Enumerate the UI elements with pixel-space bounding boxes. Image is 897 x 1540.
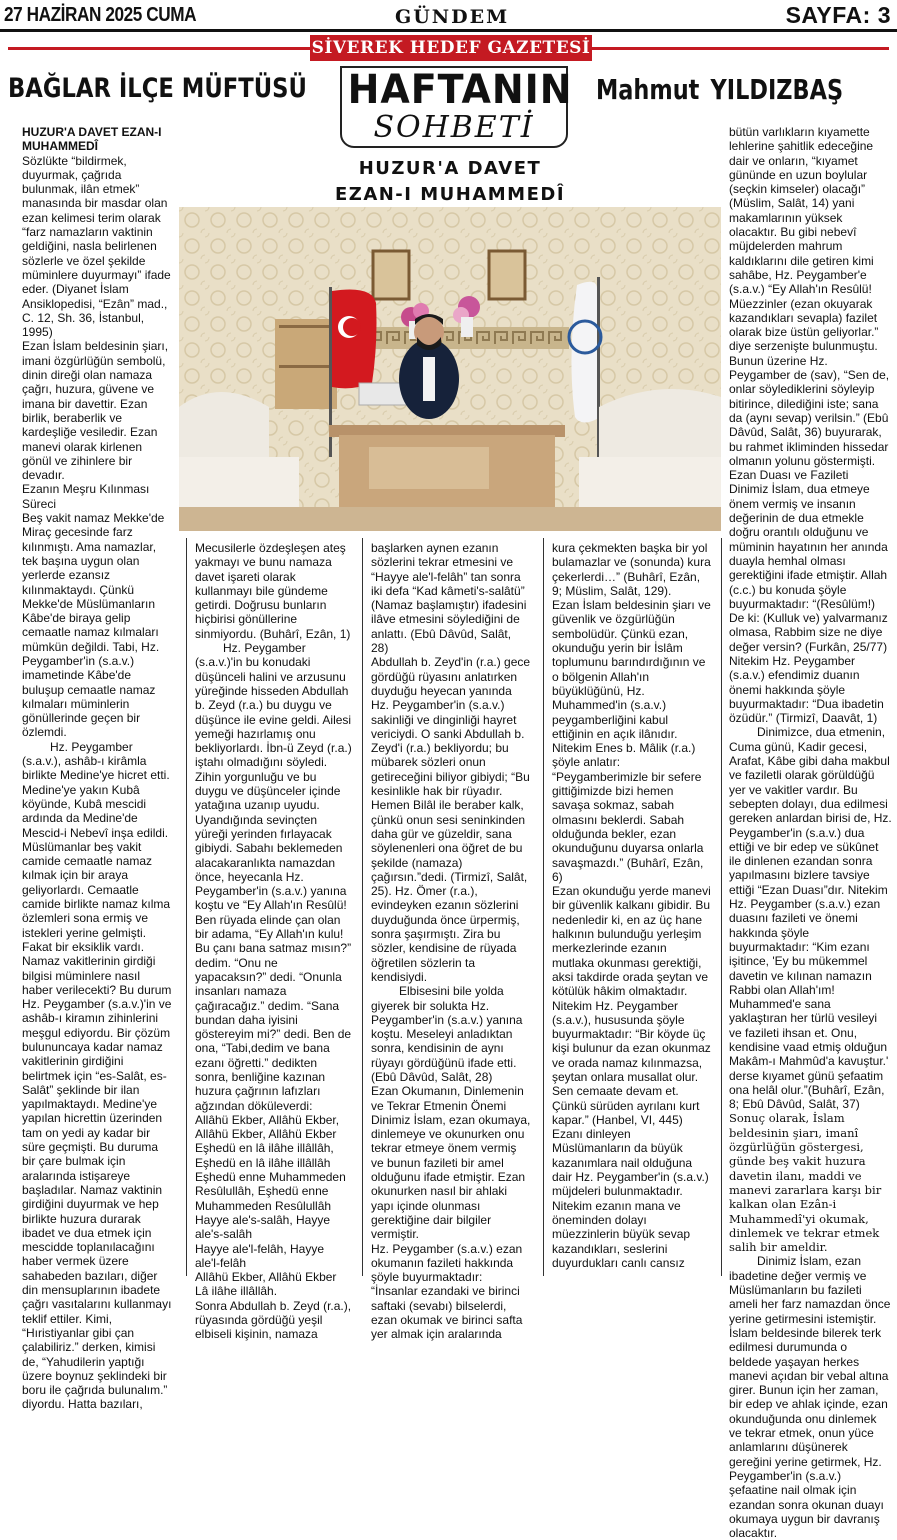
author-title: BAĞLAR İLÇE MÜFTÜSÜ [8,73,307,104]
article-paragraph: başlarken aynen ezanın sözlerini tekrar etmesini ve “Hayye ale'l-felâh” tan sonra iki defa “Kad kâmeti's-salâtü” (Namaz başlamıştır) ifadesini ilâve etmesini söylediğini de anlattı. (Ebû Dâvûd, Salât, 28) [371,541,527,656]
article-paragraph: Ezan okunduğu yerde manevi bir güvenlik kalkanı gibidir. Bu nedenledir ki, en az üç hane halkının bulunduğu yerleşim merkezlerinde ezanın mutlaka okunması gerektiği, aksi takdirde orada şeytan ve kötülük hâkim olmaktadır. Nitekim Hz. Peygamber (s.a.v.), hususunda şöyle buyurmaktadır: “Bir köyde üç kişi bulunur da ezan okunmaz ve orada namaz kılınmazsa, şeytan onlara musallat olur. Sen cemaate devam et. Çünkü sürüden ayrılanı kurt kapar.” (Hanbel, VI, 445) [552,884,711,1127]
article-paragraph: Ezan Duası ve Fazileti [729,468,849,483]
column-divider [721,538,722,1276]
article-paragraph: Ezan Okumanın, Dinlemenin ve Tekrar Etmenin Önemi [371,1084,524,1113]
author-last-name: YILDIZBAŞ [710,73,844,106]
article-paragraph: Hayye ale's-salâh, Hayye ale's-salâh [195,1212,331,1242]
logo-line-1: HAFTANIN [347,67,573,113]
column-logo [340,66,573,148]
text-column-1 [22,125,174,1412]
header-rule [0,29,897,32]
author-first-name: Mahmut [596,73,700,106]
column-divider [543,538,544,1276]
section-title: GÜNDEM [395,6,510,28]
article-paragraph: Dinimiz İslam, dua etmeye önem vermiş ve insanın değerinin de dua etmekle doğru orantılı olduğunu ve müminin hayatının her anında duayla hemhal olması gerektiğini ifade etmiştir. Allah (c.c.) bu konuda şöyle buyurmaktadır: “(Resûlüm!) De ki: (Kulluk ve) yalvarmanız olmasa, Rabbim size ne diye değer versin? (Furkân, 25/77) Nitekim Hz. Peygamber (s.a.v.) efendimiz duanın önemi hakkında şöyle buyurmaktadır: “Dua ibadetin özüdür.” (Tirmizî, Daavât, 1) [729,482,888,726]
author-name [596,73,843,106]
headline-line-1: HUZUR'A DAVET [358,158,542,179]
article-paragraph: HUZUR'A DAVET EZAN-I MUHAMMEDÎ [22,125,162,154]
column-divider [186,538,187,1276]
page-header [0,0,897,30]
text-column-5 [729,125,892,1540]
article-paragraph: Hz. Peygamber (s.a.v.), ashâb-ı kirâmla birlikte Medine'ye hicret etti. Medine'ye yakın Kubâ köyünde, Kubâ mescidi ardında da Medine'de Mescid-i Nebevî inşa edildi. Müslümanlar beş vakit camide cemaatle namaz kılmak için bir araya geliyorlardı. Cemaatle camide birlikte namaz kılma özlemleri sona ermiş ve istekleri yerine gelmişti. Fakat bir eksiklik vardı. Namaz vakitlerinin girdiği bilgisi müminlere nasıl haber verilecekti? Bu durum Hz. Peygamber (s.a.v.)'in ve ashâb-ı kiramın zihinlerini meşgul ediyordu. Bir çözüm bulununcaya kadar namaz vakitlerinin girdiğini belirtmek için “es-Salât, es-Salât” şeklinde bir ilan yapılmaktaydı. Medine'ye yapılan hicrettin üzerinden tam on yedi ay kadar bir süre geçmişti. Bu duruma bir çare bulmak için aralarında istişareye başladılar. Namaz vaktinin girdiğini duyurmak ve hep birlikte huzura durarak ibadet ve dua etmek için mescidde toplanılacağını haber vermek üzere sahabeden bazıları, diğer din mensuplarının ibadete çağrı vasıtalarını kullanmayı teklif ettiler. Kimi, “Hıristiyanlar gibi çan çalabiliriz.” derken, kimisi de, “Yahudilerin yaptığı üzere boynuz şeklindeki bir boru ile çağrıda bulunalım.” diyordu. Hatta bazıları, [22,739,172,1412]
text-column-2 [195,541,352,1342]
text-column-4 [552,541,712,1277]
issue-date: 27 HAZİRAN 2025 CUMA [4,4,197,26]
article-paragraph: Ezan İslam beldesinin şiarı ve güvenlik ve özgürlüğün sembolüdür. Çünkü ezan, okunduğu yerin bir İslâm toplumunu barındırdığının ve o bölgenin Allah'ın büyüklüğünü, Hz. Muhammed'in (s.a.v.) peygamberliğini kabul ettiğinin en açık ilânıdır. Nitekim Enes b. Mâlik (r.a.) şöyle anlatır: “Peygamberimizle bir sefere gittiğimizde bizi hemen savaşa sokmaz, sabah olmasını beklerdi. Sabah olduğunda bekler, ezan okunduğunu duyarsa onlarla savaşmazdı.” (Buhârî, Ezân, 6) [552,598,711,884]
headline-line-2: EZAN-I MUHAMMEDÎ [334,184,566,205]
article-paragraph: Ezanın Meşru Kılınması Süreci [22,482,150,511]
article-paragraph: Dinimiz İslam, ezan okumaya, dinlemeye ve okunurken onu tekrar etmeye önem vermiş ve bunun fazileti bir amel olduğunu ifade etmiştir. Ezan okunurken nasıl bir ahlaki yapı içinde olunması gerektiğine dair bilgiler vermiştir. [371,1112,531,1242]
article-paragraph: Dinimiz İslam, ezan ibadetine değer vermiş ve Müslümanların bu fazileti ameli her farz namazdan önce yerine getirmesini istemiştir. İslam beldesinde bilerek terk edilmesi durumunda o beldede yaşayan herkes manevi açıdan bir vebal altına girer. Bunun için her zaman, bir edep ve ahlak içinde, ezan okunduğunda onu dinlemek ve tekrar etmek, onun yüce anlamlarını düşünerek gereğini yerine getirmek, Hz. Peygamber'in (s.a.v.) şefaatine nail olmak için ezandan sonra okunan duayı okumaya uygun bir davranış olacaktır. [729,1254,891,1540]
article-paragraph: Allâhü Ekber, Allâhü Ekber, Allâhü Ekber, Allâhü Ekber [195,1112,340,1142]
article-paragraph: kura çekmekten başka bir yol bulamazlar ve (sonunda) kura çekerlerdi…” (Buhârî, Ezân, 9; Müslim, Salât, 129). [552,541,711,598]
article-paragraph: Ezan İslam beldesinin şiarı, imani özgürlüğün sembolü, dinin direği olan namaza çağrı, huzura, güvene ve imana bir davettir. Ezan birlik, beraberlik ve kardeşliğe vesiledir. Ezan manevi olarak kirlenen gönül ve zihinlere bir devadır. [22,339,169,483]
article-paragraph: Elbisesini bile yolda giyerek bir solukta Hz. Peygamber'in (s.a.v.) yanına koştu. Meseleyi anladıktan sonra, kendisinin de aynı rüyayı gördüğünü ifade etti. (Ebû Dâvûd, Salât, 28) [371,984,523,1084]
article-paragraph: Eşhedü en lâ ilâhe illâllâh, Eşhedü en lâ ilâhe illâllâh [195,1141,334,1170]
page-number: SAYFA: 3 [785,2,891,28]
newspaper-banner: SİVEREK HEDEF GAZETESİ [310,35,592,61]
logo-line-2: SOHBETİ [373,110,535,145]
banner-line-right [592,47,889,50]
article-photo [179,207,721,531]
article-paragraph: Sonuç olarak, İslam beldesinin şiarı, imanî özgürlüğün göstergesi, günde beş vakit huzura davetin ilanı, maddi ve manevi zararlara karşı bir kalkan olan Ezân-i Muhammedî'yi okumak, dinlemek ve tekrar etmek salih bir ameldir. [729,1111,882,1255]
article-paragraph: Mecusilerle özdeşleşen ateş yakmayı ve bunu namaza davet işareti olarak kullanmayı bile gündeme getirdi. Doğrusu bunların hiçbirisi gönüllerine sinmiyordu. (Buhârî, Ezân, 1) [195,541,351,641]
column-divider [362,538,363,1276]
article-headline [300,156,600,208]
article-paragraph: Sözlükte “bildirmek, duyurmak, çağrıda bulunmak, ilân etmek” manasında bir masdar olan ezan kelimesi terim olarak “farz namazların vaktinin geldiğini, nasla belirlenen sözlerle ve özel şekilde müminlere duyurmayı” ifade eder. (Diyanet İslam Ansiklopedisi, “Ezân” mad., C. 12, Sh. 36, İstanbul, 1995) [22,153,171,340]
article-paragraph: bütün varlıkların kıyamette lehlerine şahitlik edeceğine dair ve onların, “kıyamet gününde en uzun boylular (seçkin kimseler) olacağı” (Müslim, Salât, 14) yani makamlarının yüksek olacaktır. Bu gibi nebevî müjdelerden mahrum kaldıklarını dile getiren kimi sahâbe, Hz. Peygamber'e (s.a.v.) “Ey Allah'ın Resûlü! Müezzinler (ezan okuyarak kazandıkları sevapla) fazilet olarak bize üstün geliyorlar.” diye serzenişte bulunmuştu. Bunun üzerine Hz. Peygamber de (sav), “Sen de, onlar söylediklerini söyleyip bitirince, dilediğini iste; sana da (aynı sevap) verilsin.” (Ebû Dâvûd, Salât, 36) buyurarak, bu rahmet ikliminden hissedar olmanın yolunu göstermişti. [729,125,890,468]
article-paragraph: Hz. Peygamber (s.a.v.)'in bu konudaki düşünceli halini ve arzusunu yüreğinde hisseden Abdullah b. Zeyd (r.a.) bu duygu ve düşünce ile evine geldi. Ailesi yemeği hazırlamış onu bekliyorlardı. İbn-ü Zeyd (r.a.) iştahı olmadığını söyledi. Zihin yorgunluğu ve bu duygu ve düşünceler içinde yatağına uzanıp uyudu. Uyandığında sevinçten yüreği yerinden fırlayacak gibiydi. Sabahı beklemeden alacakaranlıkta namazdan önce, heyecanla Hz. Peygamber'in (s.a.v.) yanına koştu ve “Ey Allah'ın Resûlü! Ben rüyada elinde çan olan bir adama, “Ey Allah'ın kulu! Bu çanı bana satmaz mısın?” dedim. “Onu ne yapacaksın?” dedi. “Onunla insanları namaza çağıracağız.” dedim. “Sana bundan daha iyisini göstereyim mi?” dedi. Ben de ona, “Tabi,dedim ve bana ezanı öğretti.” dedikten sonra, benliğine kazınan huzura çağrının lafızları ağzından döküleverdi: [195,641,352,1113]
article-paragraph: Hz. Peygamber (s.a.v.) ezan okumanın fazileti hakkında şöyle buyurmaktadır: “İnsanlar ezandaki ve birinci saftaki (sevabı) bilselerdi, ezan okumak ve birinci safta yer almak için aralarında [371,1241,523,1342]
article-paragraph: Beş vakit namaz Mekke'de Miraç gecesinde farz kılınmıştı. Ama namazlar, tek başına uygun olan yerlerde ezansız kılınmaktaydı. Çünkü Mekke'de Müslümanların Kâbe'de biraya gelip cemaatle namaz kılmaları mümkün değildi. Tabi, Hz. Peygamber'in (s.a.v.) imametinde Kâbe'de buluşup cemaatle namaz kılmaları müminlerin gönüllerinde geçen bir özlemdi. [22,511,165,740]
banner-line-left [8,47,310,50]
article-paragraph: Ezanı dinleyen Müslümanların da büyük kazanımlara nail olduğuna dair Hz. Peygamber'in (s.a.v.) müjdeleri bulunmaktadır. Nitekim ezanın mana ve öneminden dolayı müezzinlerin büyük sevap kazandıkları, seslerini duyurdukları canlı cansız [552,1127,709,1270]
article-paragraph: Dinimizce, dua etmenin, Cuma günü, Kadir gecesi, Arafat, Kâbe gibi daha makbul ve faziletli olarak görüldüğü yer ve vakitler vardır. Bu sebepten dolayı, dua edilmesi gereken anlardan birisi de, Hz. Peygamber'in (s.a.v.) dua ettiği ve bir edep ve sükûnet ile dinlenen ezandan sonra yapılmasını bizlere tavsiye ettiği “Ezan Duası”dır. Nitekim Hz. Peygamber (s.a.v.) ezan duasını fazileti ve önemi hakkında şöyle buyurmaktadır: “Kim ezanı işitince, 'Ey bu mükemmel davetin ve kılınan namazın Rabbi olan Allah'ım! Muhammed'e sana yaklaştıran her türlü vesileyi ve fazileti ihsan et. Onu, kendisine vaad etmiş olduğun Makâm-ı Mahmûd'a kavuştur.' derse kıyamet günü şefaatim ona helâl olur.”(Buhârî, Ezân, 8; Ebû Dâvûd, Salât, 37) [729,725,892,1112]
article-paragraph: Eşhedü enne Muhammeden Resûlullâh, Eşhedü enne Muhammeden Resûlullâh [195,1170,346,1213]
text-column-3 [371,541,531,1342]
article-paragraph: Hayye ale'l-felâh, Hayye ale'l-felâh [195,1241,325,1270]
office-photo-illustration [179,207,721,531]
article-paragraph: Allâhü Ekber, Allâhü Ekber [195,1270,337,1285]
article-paragraph: Lâ ilâhe illâllâh. [195,1284,278,1299]
article-paragraph: Sonra Abdullah b. Zeyd (r.a.), rüyasında gördüğü yeşil elbiseli kişinin, namaza [195,1298,352,1342]
article-paragraph: Abdullah b. Zeyd'in (r.a.) gece gördüğü rüyasını anlatırken duyduğu heyecan yanında Hz. Peygamber'in (s.a.v.) sakinliği ve dinginliği hayret vericiydi. O sanki Abdullah b. Zeyd'i (r.a.) bekliyordu; bu mübarek sözleri onun getireceğini biliyor gibiydi; “Bu kesinlikle hak bir rüyadır. Hemen Bilâl ile beraber kalk, çünkü onun sesi seninkinden daha gür ve güzeldir, sana söylenenleri ona öğret de bu şekilde (namaza) çağırsın.”dedi. (Tirmizî, Salât, 25). Hz. Ömer (r.a.), evindeyken ezanın sözlerini duyduğunda önce ürpermiş, sonra şaşırmıştı. Zira bu sözler, kendisine de rüyada öğretilen sözlerin ta kendisiydi. [371,655,531,984]
